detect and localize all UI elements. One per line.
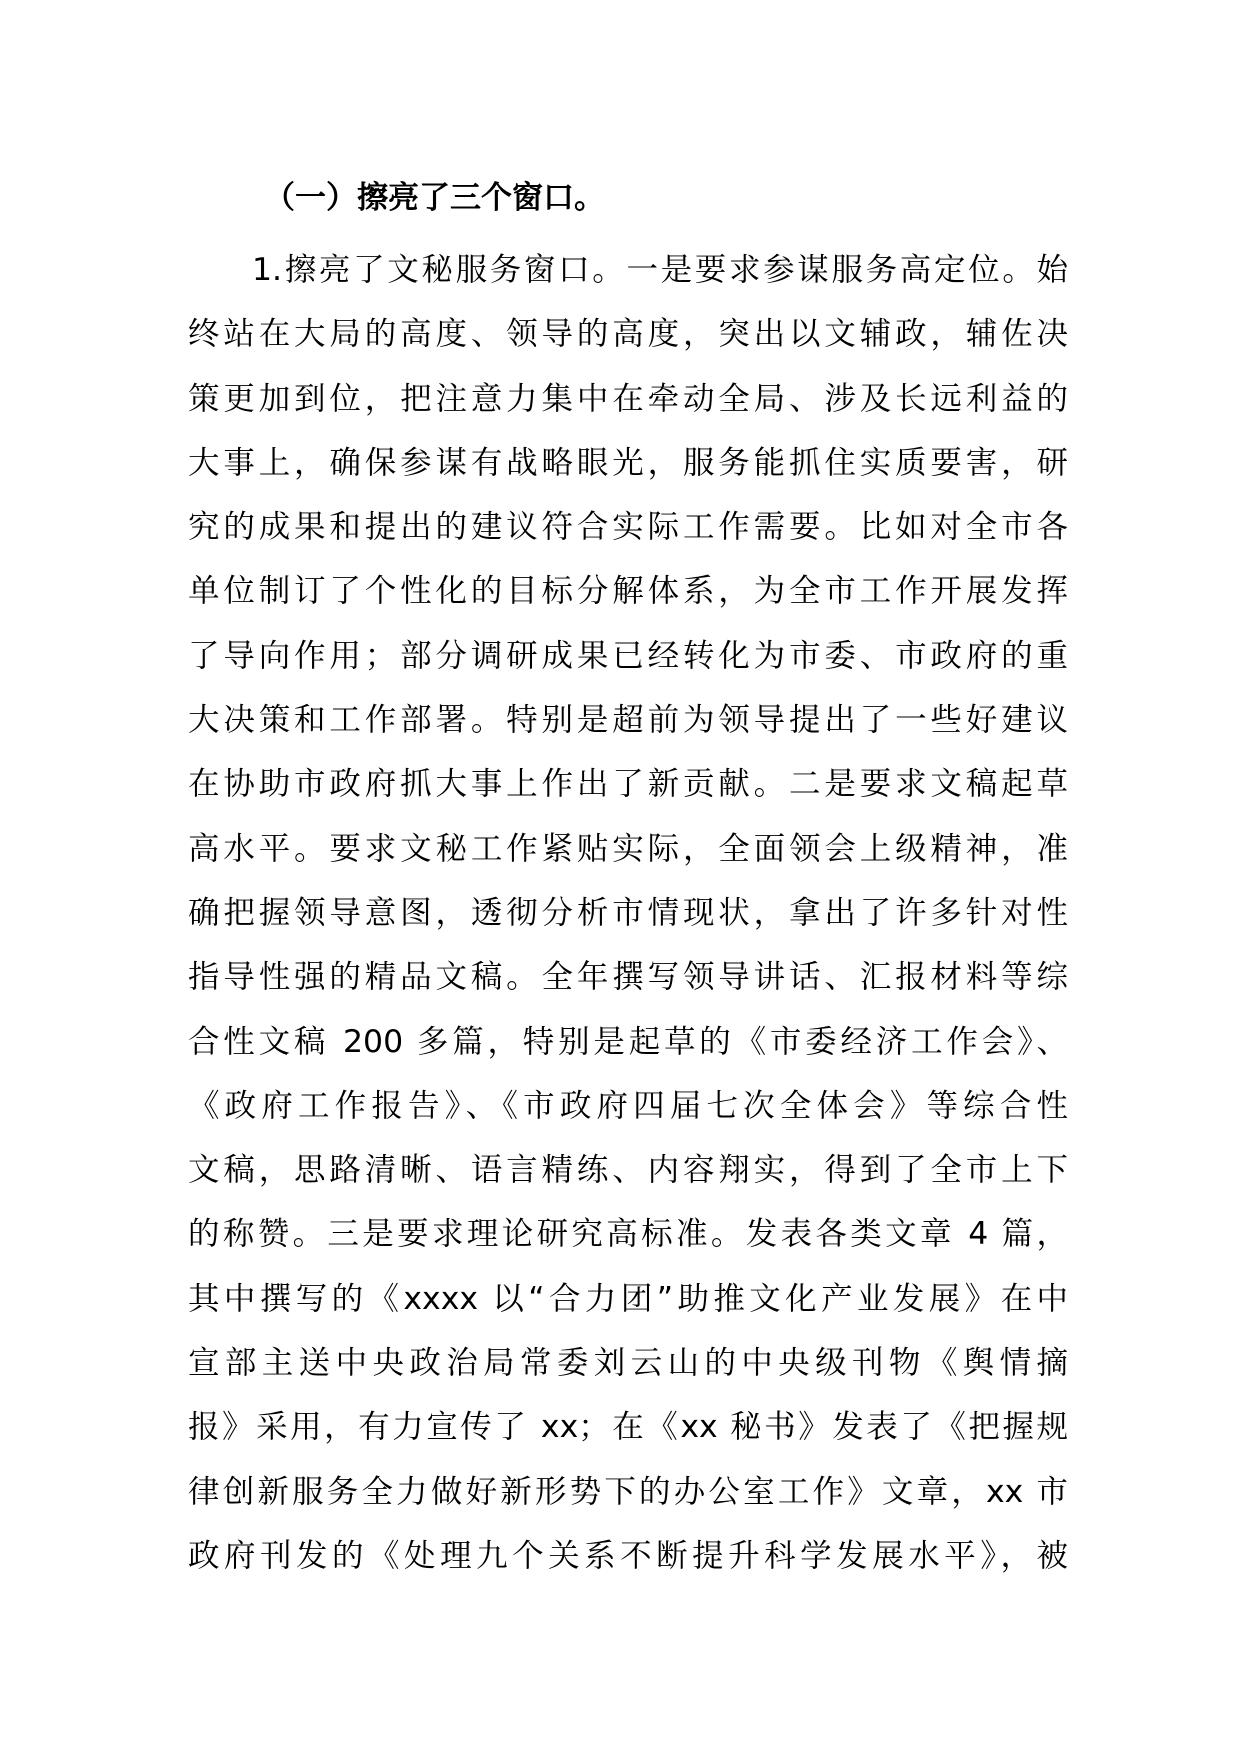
paragraph-line: 宣部主送中央政治局常委刘云山的中央级刊物《舆情摘 xyxy=(188,1345,1068,1382)
paragraph-line: 确把握领导意图，透彻分析市情现状，拿出了许多针对性 xyxy=(188,894,1068,931)
paragraph-line: 大决策和工作部署。特别是超前为领导提出了一些好建议 xyxy=(188,702,1068,739)
paragraph-line: 合性文稿 200 多篇，特别是起草的《市委经济工作会》、 xyxy=(188,1023,1068,1060)
paragraph-line: 律创新服务全力做好新形势下的办公室工作》文章，xx 市 xyxy=(188,1473,1068,1510)
paragraph-line: 终站在大局的高度、领导的高度，突出以文辅政，辅佐决 xyxy=(188,316,1068,353)
paragraph-line: 策更加到位，把注意力集中在牵动全局、涉及长远利益的 xyxy=(188,380,1068,417)
body-paragraph xyxy=(188,238,1068,1588)
paragraph-line: 了导向作用；部分调研成果已经转化为市委、市政府的重 xyxy=(188,637,1068,674)
paragraph-line: 的称赞。三是要求理论研究高标准。发表各类文章 4 篇， xyxy=(188,1216,1068,1253)
paragraph-line: 高水平。要求文秘工作紧贴实际，全面领会上级精神，准 xyxy=(188,830,1068,867)
paragraph-line: 《政府工作报告》、《市政府四届七次全体会》等综合性 xyxy=(188,1087,1068,1124)
paragraph-line: 大事上，确保参谋有战略眼光，服务能抓住实质要害，研 xyxy=(188,444,1068,481)
paragraph-line: 1.擦亮了文秘服务窗口。一是要求参谋服务高定位。始 xyxy=(252,252,1068,288)
paragraph-line: 究的成果和提出的建议符合实际工作需要。比如对全市各 xyxy=(188,509,1068,546)
paragraph-line: 指导性强的精品文稿。全年撰写领导讲话、汇报材料等综 xyxy=(188,959,1068,996)
paragraph-line: 其中撰写的《xxxx 以“合力团”助推文化产业发展》在中 xyxy=(188,1280,1068,1317)
paragraph-line: 文稿，思路清晰、语言精练、内容翔实，得到了全市上下 xyxy=(188,1152,1068,1189)
paragraph-line: 政府刊发的《处理九个关系不断提升科学发展水平》，被 xyxy=(188,1537,1068,1574)
paragraph-line: 单位制订了个性化的目标分解体系，为全市工作开展发挥 xyxy=(188,573,1068,610)
paragraph-line: 在协助市政府抓大事上作出了新贡献。二是要求文稿起草 xyxy=(188,766,1068,803)
section-heading: （一）擦亮了三个窗口。 xyxy=(264,180,605,216)
paragraph-line: 报》采用，有力宣传了 xx；在《xx 秘书》发表了《把握规 xyxy=(188,1409,1068,1446)
